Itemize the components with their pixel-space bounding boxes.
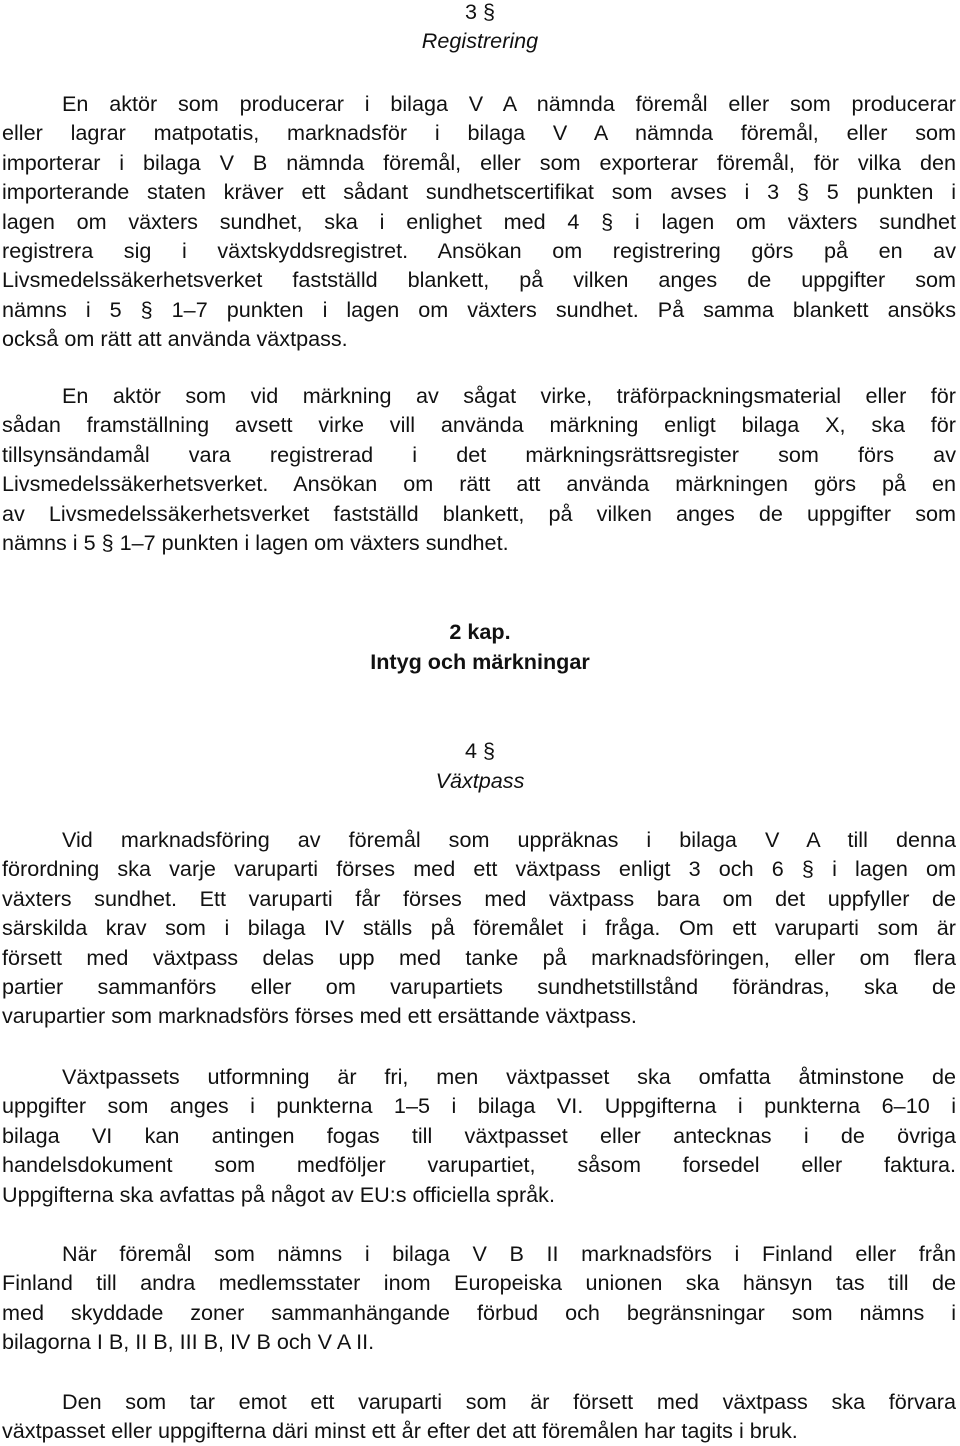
text-line: importerande staten kräver ett sådant sundhetscertifikat som avses i 3 § 5 punkten i — [2, 179, 956, 205]
text-line: också om rätt att använda växtpass. — [2, 326, 348, 352]
section-3-paragraph-1 — [2, 89, 956, 354]
text-line: bilaga VI kan antingen fogas till växtpasset eller antecknas i de övriga — [2, 1122, 956, 1148]
section-4-paragraph-4 — [2, 1387, 956, 1446]
text-line: förordning ska varje varuparti förses med ett växtpass enligt 3 och 6 § i lagen om — [2, 856, 956, 882]
text-line: importerar i bilaga V B nämnda föremål, eller som exporterar föremål, för vilka den — [2, 149, 956, 175]
section-3-title: Registrering — [421, 28, 539, 53]
section-4-title: Växtpass — [435, 768, 525, 793]
text-line: Livsmedelssäkerhetsverket fastställd blankett, på vilken anges de uppgifter som — [2, 267, 956, 293]
text-line: eller lagrar matpotatis, marknadsför i bilaga V A nämnda föremål, eller som — [2, 120, 956, 146]
text-line: växters sundhet. Ett varuparti får förses med växtpass bara om det uppfyller de — [2, 885, 956, 911]
text-line: nämns i 5 § 1–7 punkten i lagen om växters sundhet. — [2, 530, 509, 556]
section-4-paragraph-1 — [2, 825, 956, 1031]
section-4-paragraph-2 — [2, 1062, 956, 1209]
text-line: Växtpassets utformning är fri, men växtpasset ska omfatta åtminstone de — [62, 1064, 956, 1089]
chapter-title: Intyg och märkningar — [370, 649, 590, 674]
text-line: När föremål som nämns i bilaga V B II marknadsförs i Finland eller från — [62, 1241, 956, 1266]
text-line: varupartier som marknadsförs förses med ett ersättande växtpass. — [2, 1003, 637, 1029]
text-line: växtpasset eller uppgifterna däri minst ett år efter det att föremålen har tagits i bruk. — [2, 1418, 798, 1444]
text-line: nämns i 5 § 1–7 punkten i lagen om växters sundhet. På samma blankett ansöks — [2, 296, 956, 322]
text-line: sådan framställning avsett virke vill använda märkning enligt bilaga X, ska för — [2, 412, 956, 438]
text-line: registrera sig i växtskyddsregistret. Ansökan om registrering görs på en av — [2, 238, 956, 264]
chapter-number: 2 kap. — [449, 619, 511, 644]
text-line: handelsdokument som medföljer varupartiet, såsom forsedel eller faktura. — [2, 1152, 956, 1178]
text-line: Uppgifterna ska avfattas på något av EU:s officiella språk. — [2, 1181, 555, 1207]
text-line: tillsynsändamål vara registrerad i det märkningsrättsregister som förs av — [2, 441, 956, 467]
text-line: med skyddade zoner sammanhängande förbud och begränsningar som nämns i — [2, 1299, 956, 1325]
text-line: En aktör som producerar i bilaga V A nämnda föremål eller som producerar — [62, 91, 956, 116]
text-line: särskilda krav som i bilaga IV ställs på föremålet i fråga. Om ett varuparti som är — [2, 915, 956, 941]
text-line: Finland till andra medlemsstater inom Europeiska unionen ska hänsyn tas till de — [2, 1270, 956, 1296]
text-line: Vid marknadsföring av föremål som uppräknas i bilaga V A till denna — [62, 827, 956, 852]
section-3-number: 3 § — [464, 0, 496, 24]
section-4-paragraph-3 — [2, 1239, 956, 1357]
section-4-number: 4 § — [464, 738, 496, 763]
text-line: av Livsmedelssäkerhetsverket fastställd blankett, på vilken anges de uppgifter som — [2, 500, 956, 526]
text-line: bilagorna I B, II B, III B, IV B och V A II. — [2, 1329, 375, 1355]
section-3-paragraph-2 — [2, 381, 956, 557]
text-line: En aktör som vid märkning av sågat virke, träförpackningsmaterial eller för — [62, 383, 956, 408]
text-line: Livsmedelssäkerhetsverket. Ansökan om rätt att använda märkningen görs på en — [2, 471, 956, 497]
text-line: uppgifter som anges i punkterna 1–5 i bilaga VI. Uppgifterna i punkterna 6–10 i — [2, 1093, 956, 1119]
text-line: lagen om växters sundhet, ska i enlighet med 4 § i lagen om växters sundhet — [2, 208, 956, 234]
text-line: Den som tar emot ett varuparti som är försett med växtpass ska förvara — [62, 1389, 956, 1414]
text-line: partier sammanförs eller om varupartiets sundhetstillstånd förändras, ska de — [2, 974, 956, 1000]
text-line: försett med växtpass delas upp med tanke på marknadsföringen, eller om flera — [2, 944, 956, 970]
